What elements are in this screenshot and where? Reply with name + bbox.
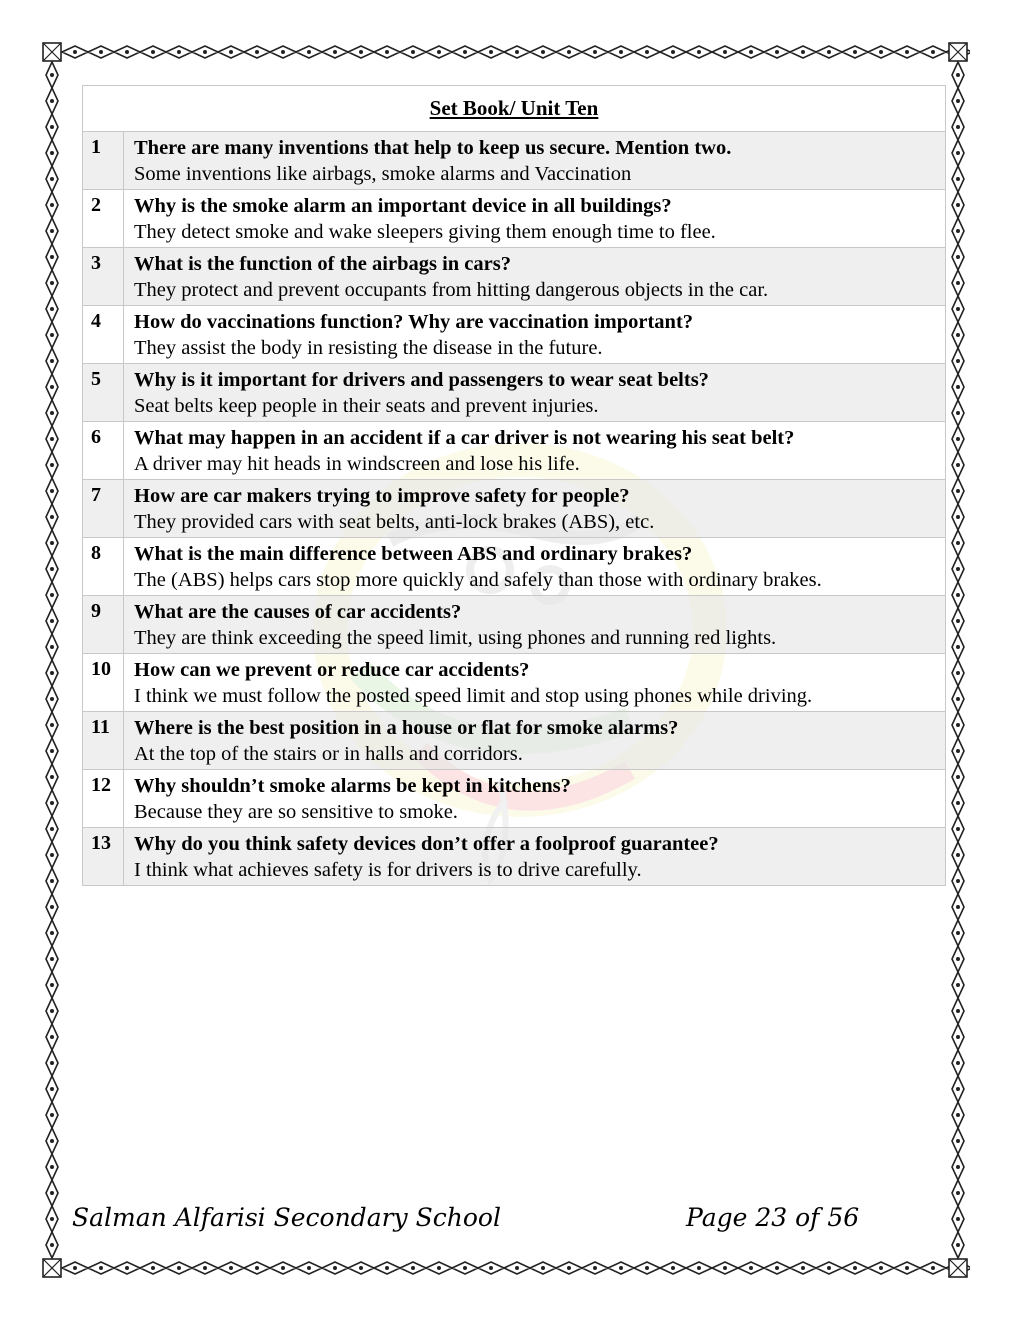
question-number: 5 [83,364,124,422]
question-text: How can we prevent or reduce car accidents? [134,659,530,681]
qa-cell [124,190,946,248]
question-text: Why is the smoke alarm an important device in all buildings? [134,195,672,217]
answer-text: They assist the body in resisting the disease in the future. [134,337,603,359]
footer-page-number: Page 23 of 56 [686,1203,860,1232]
qa-cell [124,364,946,422]
qa-cell [124,596,946,654]
footer-school-name: Salman Alfarisi Secondary School [72,1203,501,1232]
qa-cell [124,654,946,712]
question-text: What are the causes of car accidents? [134,601,462,623]
table-title-row [83,86,946,132]
table-row [83,132,946,190]
question-number: 12 [83,770,124,828]
table-row [83,306,946,364]
page-title: Set Book/ Unit Ten [429,96,599,120]
answer-text: I think we must follow the posted speed limit and stop using phones while driving. [134,685,813,707]
question-text: What is the function of the airbags in cars? [134,253,511,275]
question-text: Where is the best position in a house or flat for smoke alarms? [134,717,679,739]
qa-cell [124,422,946,480]
question-number: 4 [83,306,124,364]
qa-cell [124,712,946,770]
answer-text: They provided cars with seat belts, anti-lock brakes (ABS), etc. [134,511,655,533]
question-text: What may happen in an accident if a car driver is not wearing his seat belt? [134,427,795,449]
table-row [83,422,946,480]
table-row [83,538,946,596]
question-number: 3 [83,248,124,306]
table-row [83,364,946,422]
question-number: 9 [83,596,124,654]
qa-cell [124,828,946,886]
question-number: 6 [83,422,124,480]
question-text: There are many inventions that help to keep us secure. Mention two. [134,137,732,159]
question-number: 7 [83,480,124,538]
qa-cell [124,770,946,828]
table-row [83,480,946,538]
qa-cell [124,306,946,364]
answer-text: They are think exceeding the speed limit, using phones and running red lights. [134,627,777,649]
answer-text: I think what achieves safety is for drivers is to drive carefully. [134,859,642,881]
question-number: 2 [83,190,124,248]
table-row [83,770,946,828]
qa-cell [124,538,946,596]
question-text: How do vaccinations function? Why are vaccination important? [134,311,694,333]
answer-text: A driver may hit heads in windscreen and lose his life. [134,453,580,475]
answer-text: The (ABS) helps cars stop more quickly and safely than those with ordinary brakes. [134,569,822,591]
question-number: 13 [83,828,124,886]
answer-text: They detect smoke and wake sleepers giving them enough time to flee. [134,221,716,243]
table-row [83,654,946,712]
answer-text: They protect and prevent occupants from hitting dangerous objects in the car. [134,279,769,301]
table-title-cell [83,86,946,132]
answer-text: Some inventions like airbags, smoke alarms and Vaccination [134,163,632,185]
qa-cell [124,132,946,190]
qa-table [82,85,946,886]
question-text: Why is it important for drivers and passengers to wear seat belts? [134,369,709,391]
question-text: What is the main difference between ABS and ordinary brakes? [134,543,693,565]
question-number: 10 [83,654,124,712]
answer-text: At the top of the stairs or in halls and corridors. [134,743,523,765]
question-number: 1 [83,132,124,190]
answer-text: Seat belts keep people in their seats and prevent injuries. [134,395,599,417]
table-row [83,828,946,886]
qa-cell [124,480,946,538]
table-row [83,190,946,248]
table-row [83,596,946,654]
table-row [83,712,946,770]
table-row [83,248,946,306]
question-number: 8 [83,538,124,596]
question-text: How are car makers trying to improve safety for people? [134,485,630,507]
qa-cell [124,248,946,306]
question-text: Why shouldn’t smoke alarms be kept in kitchens? [134,775,571,797]
answer-text: Because they are so sensitive to smoke. [134,801,458,823]
question-text: Why do you think safety devices don’t offer a foolproof guarantee? [134,833,719,855]
question-number: 11 [83,712,124,770]
